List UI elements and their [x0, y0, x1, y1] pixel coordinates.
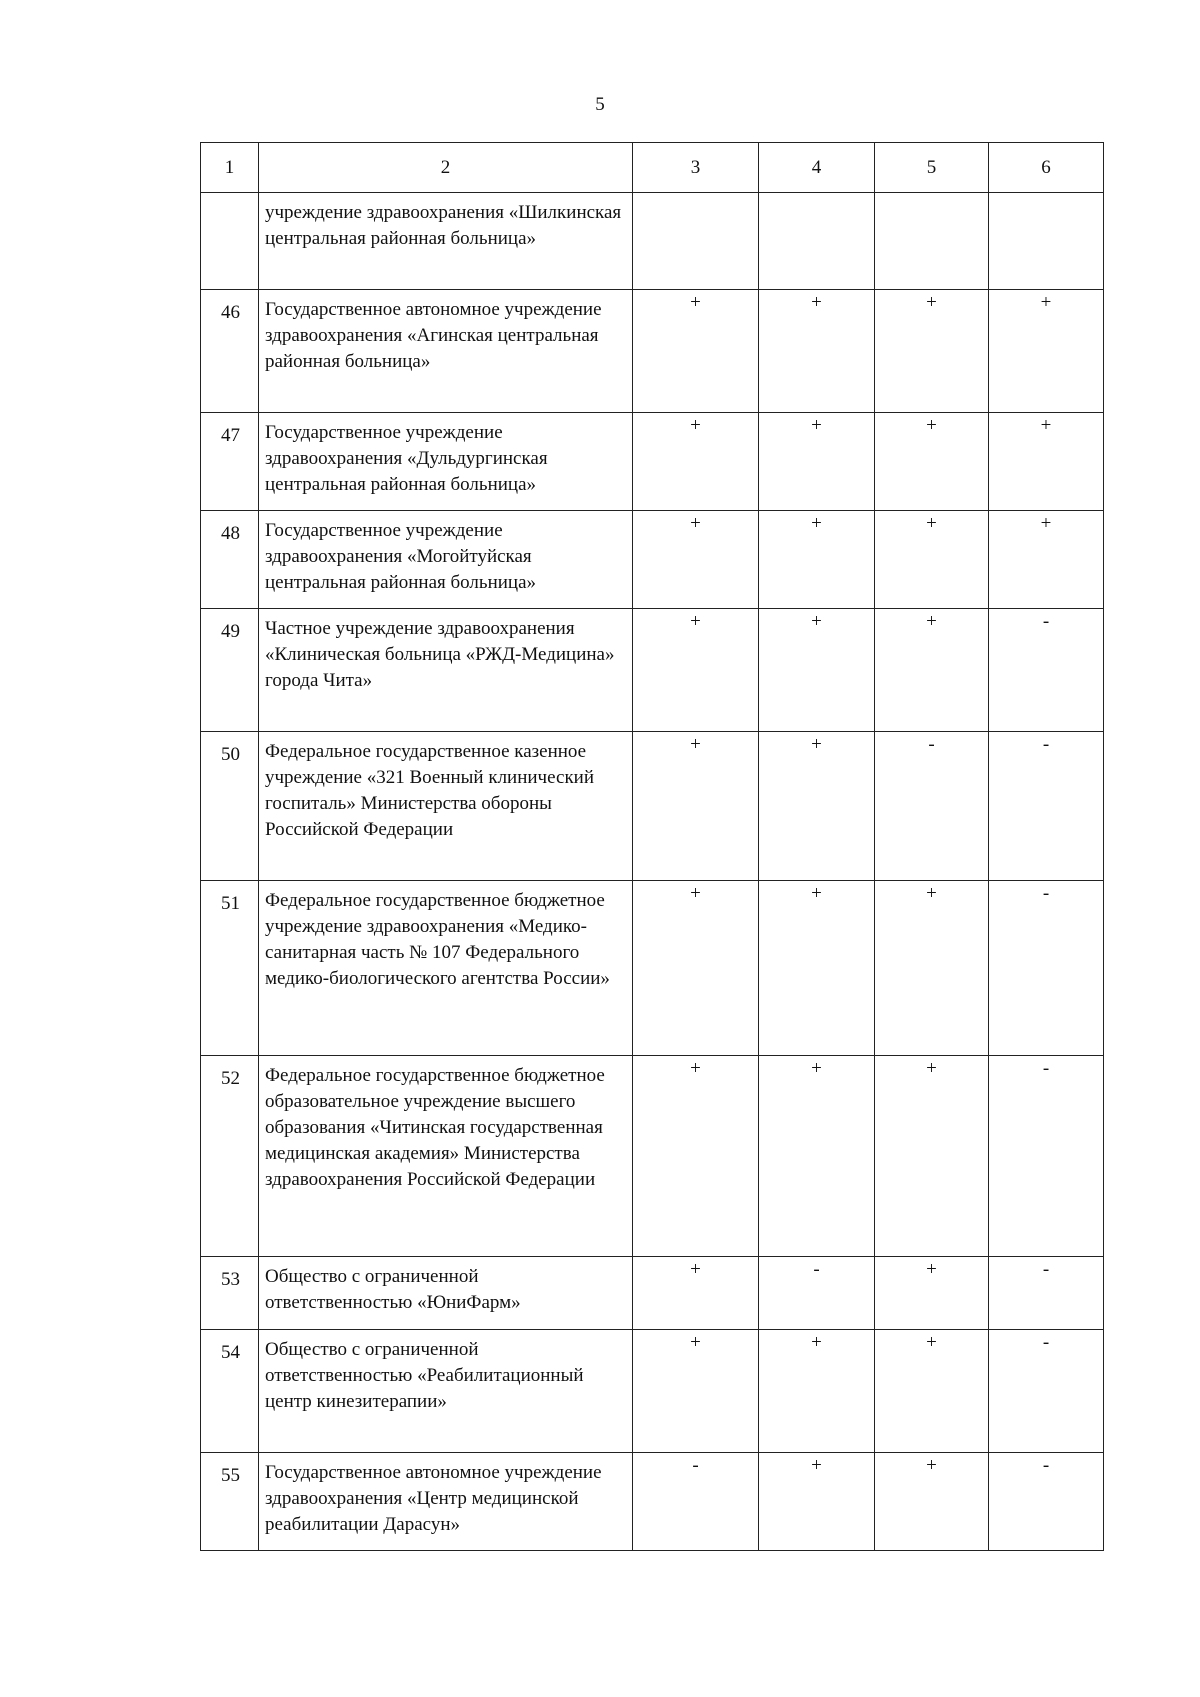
- mark-col-6: -: [989, 732, 1104, 881]
- mark-col-6: -: [989, 1330, 1104, 1453]
- mark-col-3: +: [633, 1257, 759, 1330]
- table-row: [201, 1453, 1104, 1551]
- mark-col-3: +: [633, 609, 759, 732]
- mark-col-3: +: [633, 511, 759, 609]
- header-cell-col-5: 5: [875, 143, 989, 193]
- mark-col-4: -: [759, 1257, 875, 1330]
- institutions-table: [200, 142, 1104, 1551]
- mark-col-4: +: [759, 881, 875, 1056]
- mark-col-4: [759, 193, 875, 290]
- mark-col-5: +: [875, 511, 989, 609]
- table-row: [201, 1257, 1104, 1330]
- mark-col-4: +: [759, 511, 875, 609]
- mark-col-4: +: [759, 609, 875, 732]
- institution-name: Федеральное государственное бюджетное учреждение здравоохранения «Медико-санитарная часть № 107 Федерального медико-биологического агентства России»: [259, 881, 633, 1056]
- mark-col-3: [633, 193, 759, 290]
- institution-name: Частное учреждение здравоохранения «Клиническая больница «РЖД-Медицина» города Чита»: [259, 609, 633, 732]
- mark-col-5: +: [875, 413, 989, 511]
- mark-col-4: +: [759, 732, 875, 881]
- table-row: [201, 193, 1104, 290]
- mark-col-6: -: [989, 881, 1104, 1056]
- institution-name: Государственное автономное учреждение здравоохранения «Центр медицинской реабилитации Дарасун»: [259, 1453, 633, 1551]
- mark-col-3: +: [633, 732, 759, 881]
- mark-col-6: -: [989, 1056, 1104, 1257]
- row-number: 55: [201, 1453, 259, 1551]
- institution-name: учреждение здравоохранения «Шилкинская центральная районная больница»: [259, 193, 633, 290]
- mark-col-4: +: [759, 1453, 875, 1551]
- mark-col-4: +: [759, 290, 875, 413]
- institution-name: Общество с ограниченной ответственностью «ЮниФарм»: [259, 1257, 633, 1330]
- row-number: 51: [201, 881, 259, 1056]
- table-row: [201, 881, 1104, 1056]
- mark-col-5: +: [875, 881, 989, 1056]
- table-row: [201, 413, 1104, 511]
- institution-name: Государственное учреждение здравоохранения «Дульдургинская центральная районная больница»: [259, 413, 633, 511]
- header-cell-col-4: 4: [759, 143, 875, 193]
- mark-col-3: -: [633, 1453, 759, 1551]
- mark-col-3: +: [633, 290, 759, 413]
- header-cell-col-6: 6: [989, 143, 1104, 193]
- mark-col-5: +: [875, 1257, 989, 1330]
- mark-col-6: -: [989, 1257, 1104, 1330]
- mark-col-5: +: [875, 1330, 989, 1453]
- institution-name: Государственное автономное учреждение здравоохранения «Агинская центральная районная больница»: [259, 290, 633, 413]
- row-number: 54: [201, 1330, 259, 1453]
- row-number: 49: [201, 609, 259, 732]
- mark-col-6: -: [989, 609, 1104, 732]
- mark-col-3: +: [633, 1056, 759, 1257]
- row-number: 50: [201, 732, 259, 881]
- mark-col-3: +: [633, 1330, 759, 1453]
- row-number: 46: [201, 290, 259, 413]
- mark-col-6: +: [989, 413, 1104, 511]
- header-cell-col-1: 1: [201, 143, 259, 193]
- mark-col-5: -: [875, 732, 989, 881]
- mark-col-5: +: [875, 290, 989, 413]
- header-cell-col-3: 3: [633, 143, 759, 193]
- mark-col-5: [875, 193, 989, 290]
- institution-name: Федеральное государственное казенное учреждение «321 Военный клинический госпиталь» Министерства обороны Российской Федерации: [259, 732, 633, 881]
- table-row: [201, 290, 1104, 413]
- mark-col-4: +: [759, 413, 875, 511]
- mark-col-6: +: [989, 290, 1104, 413]
- table-row: [201, 1330, 1104, 1453]
- page-number: 5: [595, 94, 605, 115]
- mark-col-5: +: [875, 609, 989, 732]
- row-number: 53: [201, 1257, 259, 1330]
- header-row: [201, 143, 1104, 193]
- table-row: [201, 732, 1104, 881]
- table-row: [201, 1056, 1104, 1257]
- institution-name: Общество с ограниченной ответственностью «Реабилитационный центр кинезитерапии»: [259, 1330, 633, 1453]
- mark-col-5: +: [875, 1453, 989, 1551]
- row-number: 48: [201, 511, 259, 609]
- mark-col-3: +: [633, 413, 759, 511]
- table-row: [201, 511, 1104, 609]
- mark-col-4: +: [759, 1056, 875, 1257]
- mark-col-4: +: [759, 1330, 875, 1453]
- institution-name: Федеральное государственное бюджетное образовательное учреждение высшего образования «Читинская государственная медицинская академия» Министерства здравоохранения Российской Федерации: [259, 1056, 633, 1257]
- mark-col-6: -: [989, 1453, 1104, 1551]
- mark-col-6: +: [989, 511, 1104, 609]
- row-number: 52: [201, 1056, 259, 1257]
- row-number: 47: [201, 413, 259, 511]
- table-row: [201, 609, 1104, 732]
- mark-col-3: +: [633, 881, 759, 1056]
- institution-name: Государственное учреждение здравоохранения «Могойтуйская центральная районная больница»: [259, 511, 633, 609]
- header-cell-col-2: 2: [259, 143, 633, 193]
- row-number: [201, 193, 259, 290]
- mark-col-6: [989, 193, 1104, 290]
- mark-col-5: +: [875, 1056, 989, 1257]
